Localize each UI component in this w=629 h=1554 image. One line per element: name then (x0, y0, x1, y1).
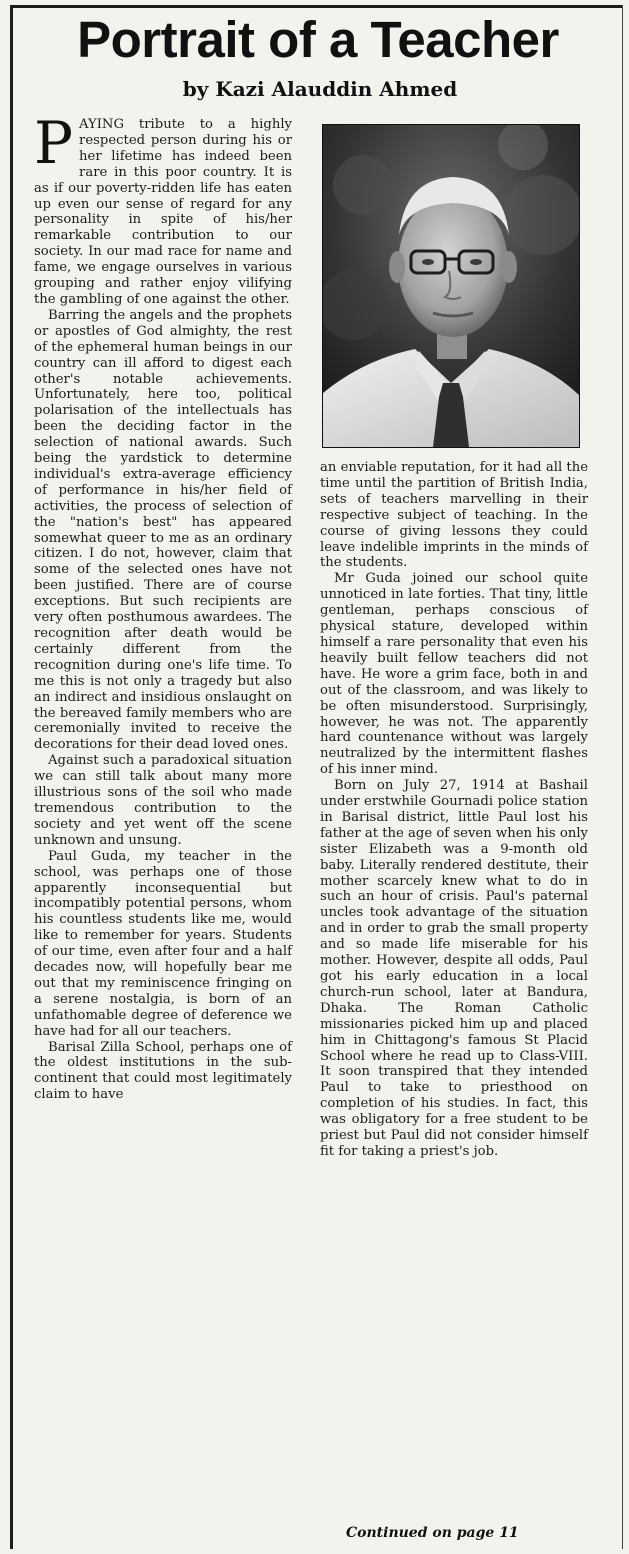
right-rule (622, 5, 623, 1549)
byline: by Kazi Alauddin Ahmed (182, 77, 458, 101)
paragraph-7: Mr Guda joined our school quite unnoticed in late forties. That tiny, little gentleman, perhaps conscious of physical stature, developed within himself a rare personality that even his heavily built fellow teachers did not have. He wore a grim face, both in and out of the classroom, and was likely to be often misunderstood. Surprisingly, however, he was not. The apparently hard countenance without was largely neutralized by the intermittent flashes of his inner mind. (320, 571, 588, 778)
paragraph-8: Born on July 27, 1914 at Bashail under erstwhile Gournadi police station in Barisal district, little Paul lost his father at the age of seven when his only sister Elizabeth was a 9-month old baby. Literally rendered destitute, their mother scarcely knew what to do in such an hour of crisis. Paul's paternal uncles took advantage of the situation and in order to grab the small property and so made life miserable for his mother. However, despite all odds, Paul got his early education in a local church-run school, later at Bandura, Dhaka. The Roman Catholic missionaries picked him up and placed him in Chittagong's famous St Placid School where he read up to Class-VIII. It soon transpired that they intended Paul to take to priesthood on completion of his studies. In fact, this was obligatory for a free student to be priest but Paul did not consider himself fit for taking a priest's job. (320, 778, 588, 1159)
drop-cap: P (34, 109, 74, 177)
paragraph-5: Barisal Zilla School, perhaps one of the oldest institutions in the sub-continent that could most legitimately claim to have (34, 1039, 292, 1103)
paragraph-6: an enviable reputation, for it had all the time until the partition of British India, sets of teachers marvelling in their respective subject of teaching. In the course of giving lessons they could leave indelible imprints in the minds of the students. (320, 460, 588, 571)
headline: Portrait of a Teacher (77, 11, 559, 68)
paragraph-1: PAYING tribute to a highly respected person during his or her lifetime has indeed been rare in this poor country. It is as if our poverty-ridden life has eaten up even our sense of regard for any personality in spite of his/her remarkable contribution to our society. In our mad race for name and fame, we engage ourselves in various grouping and rather enjoy vilifying the gambling of one against the other. (34, 109, 292, 307)
teacher-portrait-photo (322, 124, 580, 448)
portrait-illustration (323, 125, 579, 447)
top-rule (10, 5, 623, 8)
paragraph-2: Barring the angels and the prophets or apostles of God almighty, the rest of the ephemeral human beings in our country can ill afford to digest each other's notable achievements. Unfortunately, here too, political polarisation of the intellectuals has been the deciding factor in the selection of national awards. Such being the yardstick to determine individual's extra-average efficiency of performance in his/her field of activities, the process of selection of the "nation's best" has appeared somewhat queer to me as an ordinary citizen. I do not, however, claim that some of the selected ones have not been justified. There are of course exceptions. But such recipients are very often posthumous awardees. The recognition after death would be certainly different from the recognition during one's life time. To me this is not only a tragedy but also an indirect and insidious onslaught on the bereaved family members who are ceremonially invited to receive the decorations for their dead loved ones. (34, 307, 292, 753)
article-column-left (34, 109, 292, 1103)
paragraph-4: Paul Guda, my teacher in the school, was perhaps one of those apparently inconsequential but incompatibly potential persons, whom his countless students like me, would like to remember for years. Students of our time, even after four and a half decades now, will hopefully bear me out that my reminiscence fringing on a serene nostalgia, is born of an unfathomable degree of deference we have had for all our teachers. (34, 848, 292, 1039)
paragraph-3: Against such a paradoxical situation we can still talk about many more illustrious sons of the soil who made tremendous contribution to the society and yet went off the scene unknown and unsung. (34, 753, 292, 848)
left-rule (10, 5, 13, 1549)
article-column-right (320, 460, 588, 1160)
continued-on-page-link[interactable]: Continued on page 11 (346, 1525, 519, 1541)
